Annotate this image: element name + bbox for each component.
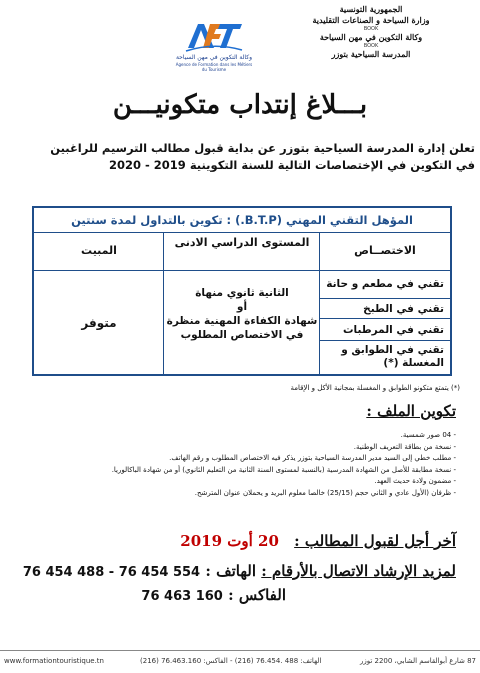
list-item: - 04 صور شمسية. (400, 431, 456, 439)
website-link[interactable]: www.formationtouristique.tn (4, 657, 104, 665)
specialty-row: تقني في المرطبات (342, 324, 444, 336)
level-line: في الاختصاص المطلوب (180, 329, 304, 341)
file-section-title: تكوين الملف : (366, 402, 456, 420)
ministry-line: المدرسة السياحية بتوزر (331, 49, 411, 59)
housing-value: متوفر (81, 316, 117, 330)
level-requirement (164, 286, 320, 342)
ministry-line: وزارة السياحة و الصناعات التقليدية (312, 15, 430, 25)
aft-logo-icon (184, 18, 244, 54)
list-item: - نسخة من بطاقة التعريف الوطنية. (353, 442, 456, 451)
level-line: أو (236, 301, 248, 313)
column-header-level: المستوى الدراسي الادنى (174, 236, 310, 249)
contact-block (16, 560, 456, 608)
column-header-specialty: الاختصــاص (354, 244, 416, 257)
logo-caption-ar: وكالة التكوين في مهن السياحة (175, 54, 253, 61)
row-divider (320, 298, 450, 299)
specialty-row: تقني في مطعم و حانة (326, 278, 444, 290)
footer-address (360, 657, 476, 665)
intro-line-1: تعلن إدارة المدرسة السياحية بتوزر عن بداية قبول مطالب الترسيم للراغبين (50, 141, 475, 155)
deadline-label: آخر أجل لقبول المطالب : (294, 532, 456, 550)
level-line: الثانية ثانوي منهاة (195, 287, 289, 299)
specialty-row: تقني في الطبخ (363, 303, 444, 315)
address-text: 87 شارع أبوالقاسم الشابي، 2200 توزر (359, 657, 476, 665)
ministry-line: الجمهورية التونسية (339, 4, 403, 14)
list-item: - مضمون ولادة حديث العهد. (374, 477, 456, 485)
agency-logo (175, 18, 253, 76)
intro-paragraph (10, 140, 475, 174)
specialty-row: تقني في الطوابق و المغسلة (*) (341, 344, 444, 369)
deadline-line (180, 532, 456, 550)
list-item: - مطلب خطي إلى السيد مدير المدرسة السياحية بتوزر يذكر فيه الاختصاص المطلوب و رقم الهاتف. (169, 454, 456, 462)
ministry-line: وكالة التكوين في مهن السياحة (319, 32, 423, 42)
ministry-header (286, 4, 456, 60)
intro-line-2: في التكوين في الإختصاصات التالية للسنة التكوينية 2019 - 2020 (109, 158, 475, 172)
row-divider (320, 318, 450, 319)
ministry-small: BOOK (363, 26, 379, 32)
list-item: - ظرفان (الأول عادي و الثاني حجم (25/15) خالصا معلوم البريد و يحملان عنوان المترشح. (194, 488, 456, 497)
page-footer (0, 650, 480, 673)
list-item: - نسخة مطابقة للأصل من الشهادة المدرسية (بالنسبة لمستوى السنة الثانية من التعليم الثانوي) أو من شهادة الباكالوريا. (111, 465, 456, 474)
footer-phones: الهاتف: 488 .76.454 (216) - الفاكس: 76.463.160 (216) (140, 657, 322, 665)
level-line: شهادة الكفاءة المهنية منظرة (166, 315, 318, 327)
deadline-date: 20 أوت 2019 (180, 532, 279, 550)
row-divider (320, 340, 450, 341)
footnote: (*) يتمتع متكونو الطوابق و المغسلة بمجانية الأكل و الإقامة (290, 384, 460, 392)
ministry-small: BOOK (363, 43, 379, 49)
phone-numbers: 76 454 488 - 76 454 554 (22, 565, 201, 580)
column-header-housing: المبيت (81, 244, 117, 257)
file-items-list (16, 430, 456, 499)
logo-caption-fr: Agence de Formation dans les Métiers du Tourisme (175, 62, 253, 72)
contact-label: لمزيد الإرشاد الاتصال بالأرقام : (261, 562, 456, 580)
fax-label: الفاكس : (228, 586, 286, 604)
fax-number: 76 463 160 (141, 589, 223, 604)
specialties-table (32, 206, 452, 376)
row-divider (34, 270, 450, 271)
table-heading: المؤهل التقني المهني (B.T.P.) : تكوين بالتداول لمدة سنتين (34, 208, 450, 233)
phone-label: الهاتف : (205, 562, 257, 580)
page-title: بـــلاغ إنتداب متكونيـــن (112, 90, 368, 120)
